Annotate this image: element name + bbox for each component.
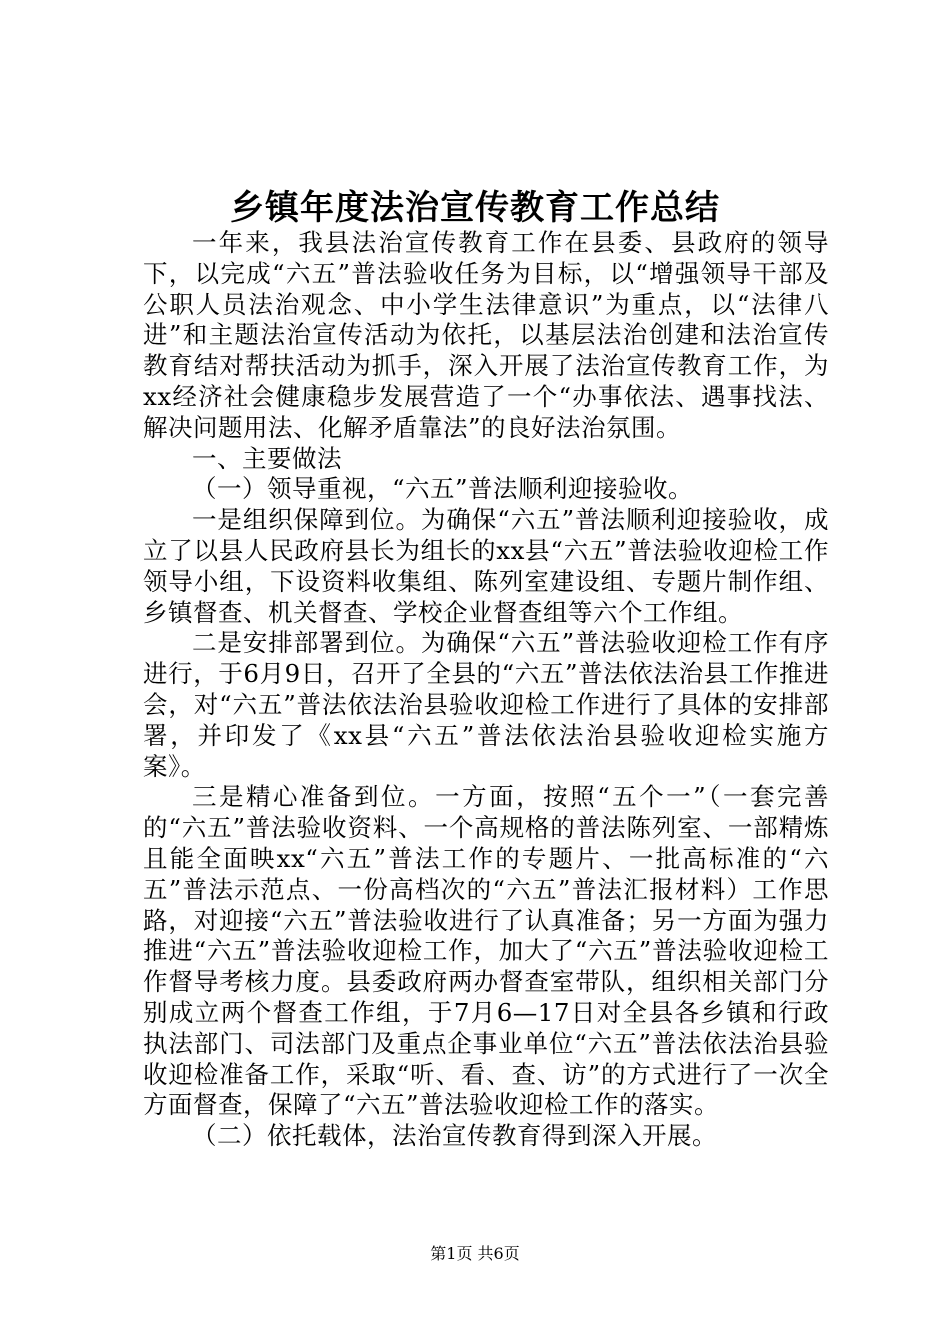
- subsection-heading-1: （一）领导重视，“六五”普法顺利迎接验收。: [192, 474, 694, 504]
- page-footer: 第1页 共6页: [430, 1244, 520, 1263]
- paragraph-deployment: 二是安排部署到位。为确保“六五”普法验收迎检工作有序进行，于6月9日，召开了全县的“六五”普法依法治县工作推进会，对“六五”普法依法治县验收迎检工作进行了具体的安排部署，并印发了《xx县“六五”普法依法治县验收迎检实施方案》。: [143, 628, 829, 781]
- subsection-heading-2: （二）依托载体，法治宣传教育得到深入开展。: [192, 1121, 717, 1151]
- paragraph-organization: 一是组织保障到位。为确保“六五”普法顺利迎接验收，成立了以县人民政府县长为组长的xx县“六五”普法验收迎检工作领导小组，下设资料收集组、陈列室建设组、专题片制作组、乡镇督查、机关督查、学校企业督查组等六个工作组。: [143, 505, 829, 627]
- document-title: 乡镇年度法治宣传教育工作总结: [230, 188, 720, 228]
- paragraph-intro: 一年来，我县法治宣传教育工作在县委、县政府的领导下，以完成“六五”普法验收任务为目标，以“增强领导干部及公职人员法治观念、中小学生法律意识”为重点，以“法律八进”和主题法治宣传活动为依托，以基层法治创建和法治宣传教育结对帮扶活动为抓手，深入开展了法治宣传教育工作，为xx经济社会健康稳步发展营造了一个“办事依法、遇事找法、解决问题用法、化解矛盾靠法”的良好法治氛围。: [143, 228, 829, 442]
- paragraph-preparation: 三是精心准备到位。一方面，按照“五个一”（一套完善的“六五”普法验收资料、一个高规格的普法陈列室、一部精炼且能全面映xx“六五”普法工作的专题片、一批高标准的“六五”普法示范点、一份高档次的“六五”普法汇报材料）工作思路，对迎接“六五”普法验收进行了认真准备；另一方面为强力推进“六五”普法验收迎检工作，加大了“六五”普法验收迎检工作督导考核力度。县委政府两办督查室带队，组织相关部门分别成立两个督查工作组，于7月6—17日对全县各乡镇和行政执法部门、司法部门及重点企事业单位“六五”普法依法治县验收迎检准备工作，采取“听、看、查、访”的方式进行了一次全方面督查，保障了“六五”普法验收迎检工作的落实。: [143, 782, 829, 1120]
- section-heading-main-practices: 一、主要做法: [192, 443, 342, 473]
- document-body: [143, 228, 829, 1152]
